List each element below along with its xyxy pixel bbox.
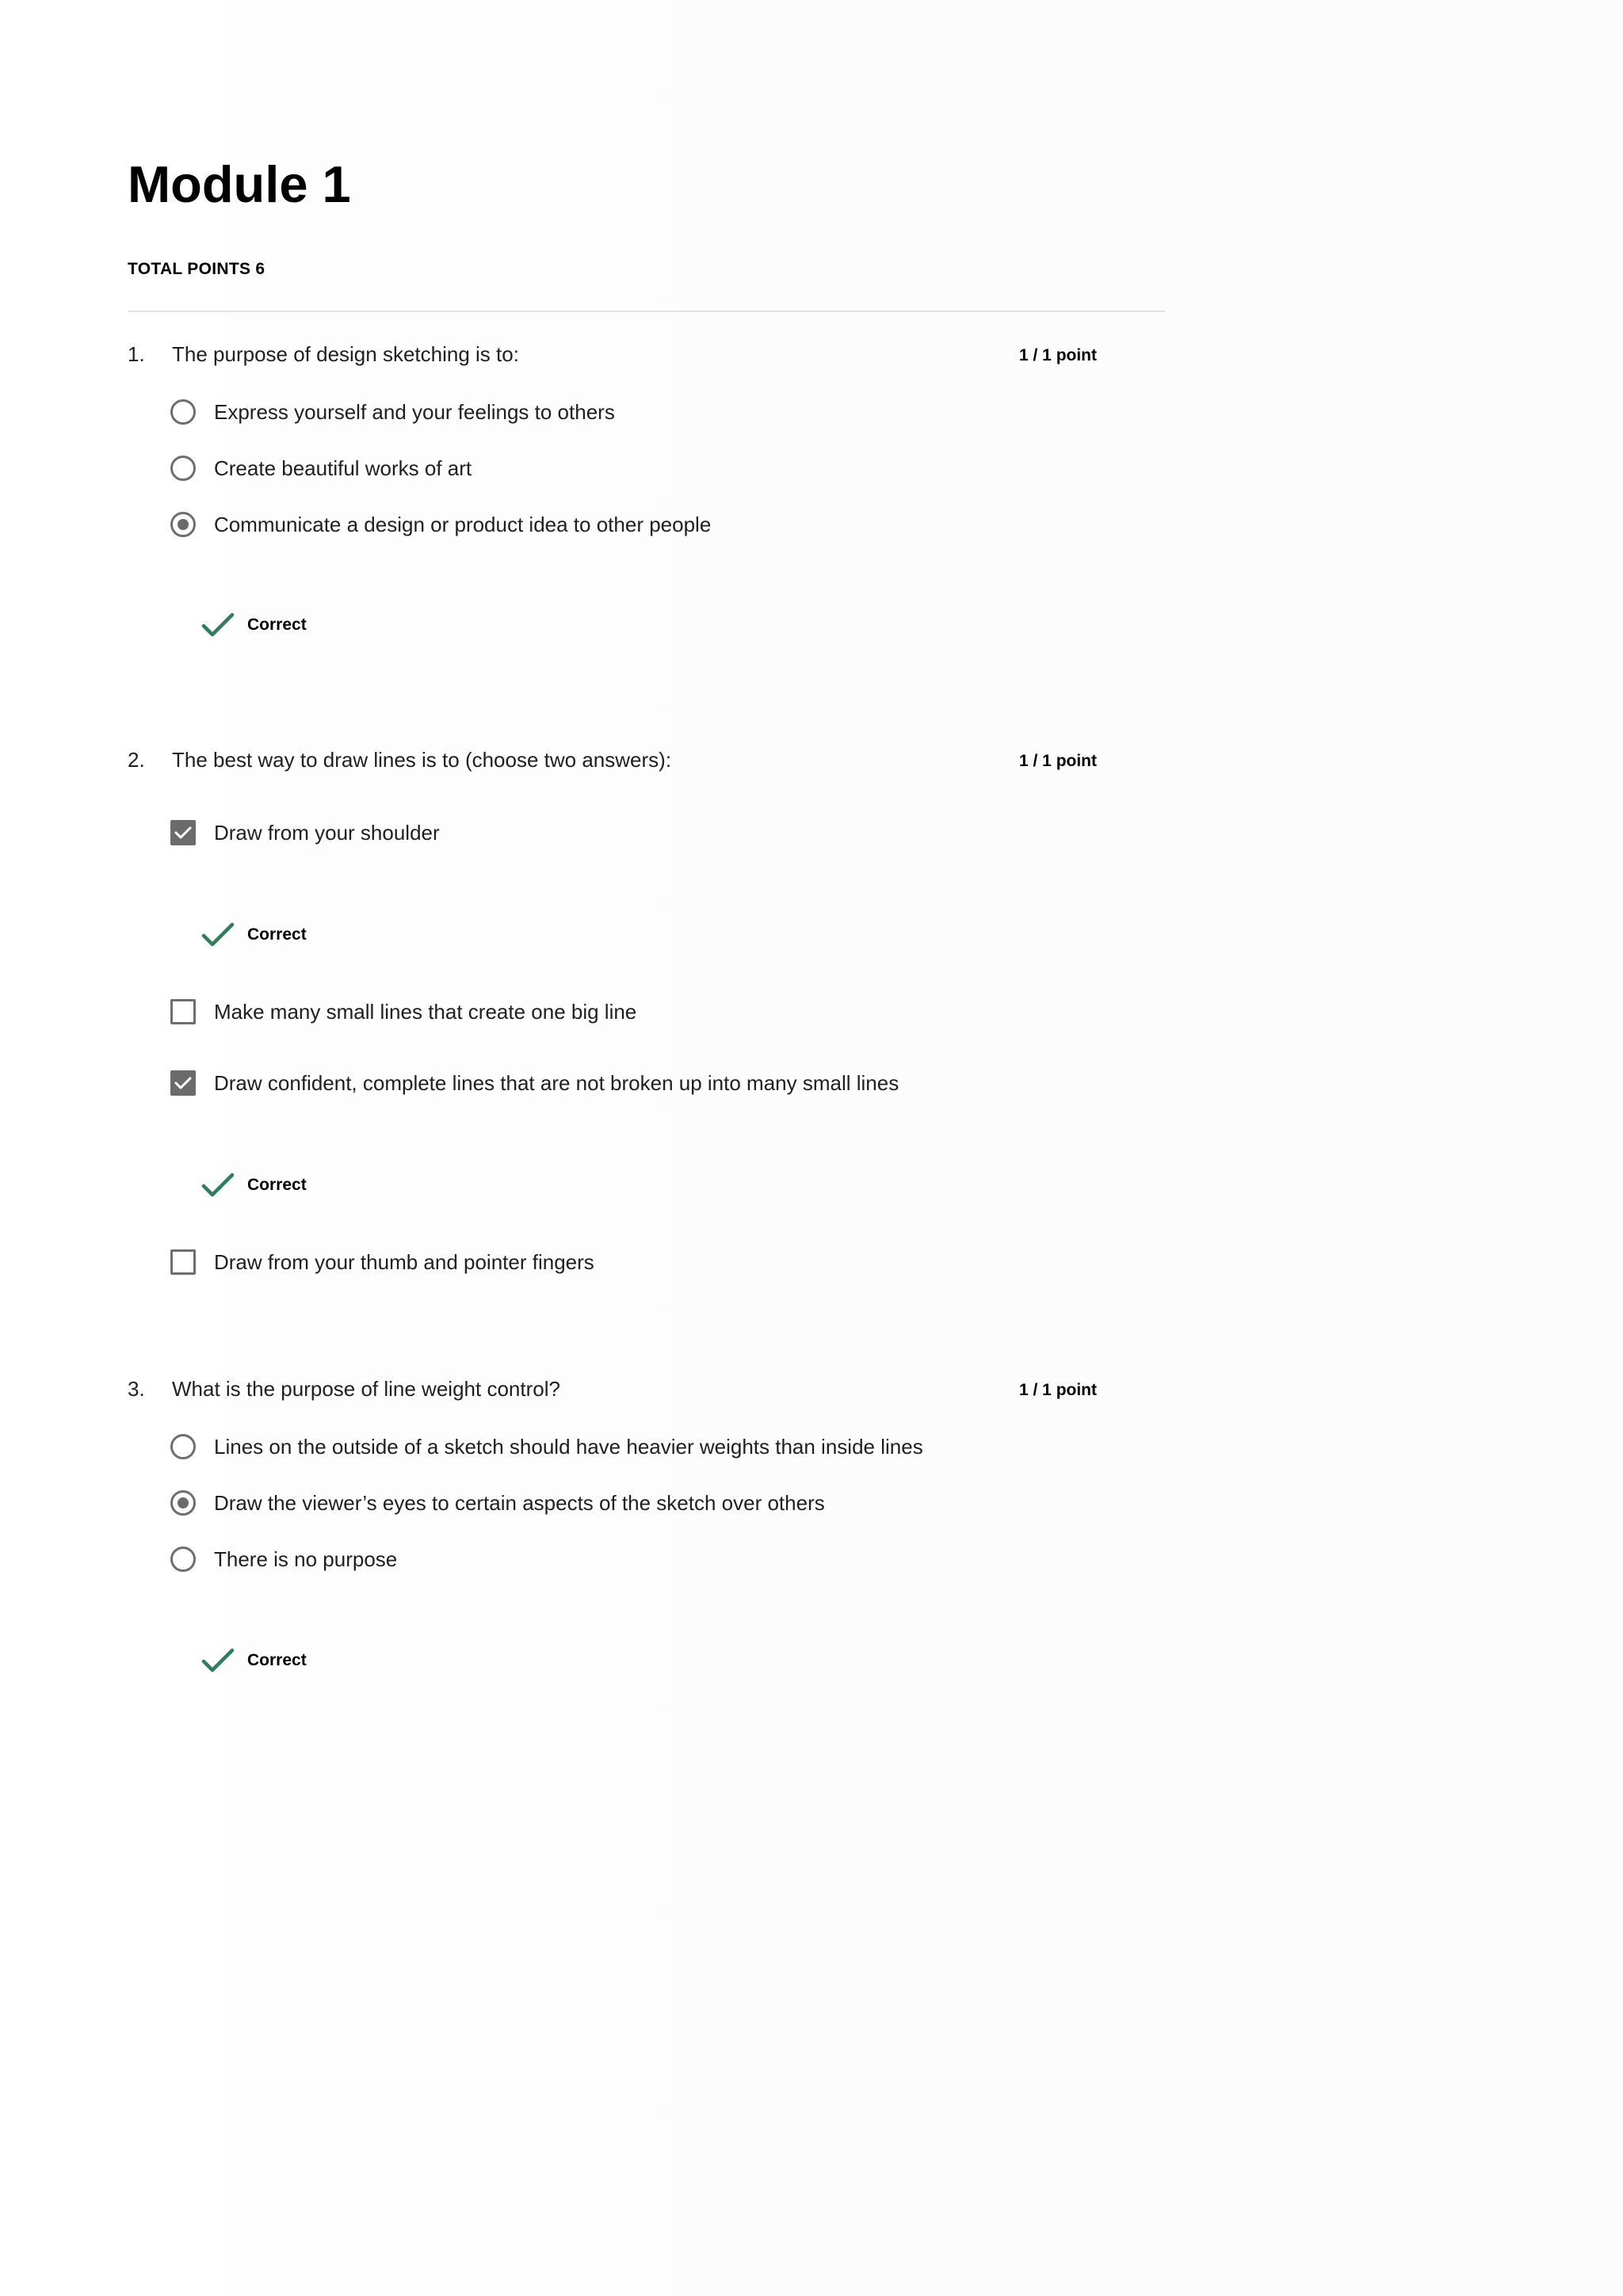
option-label: Lines on the outside of a sketch should have heavier weights than inside lines: [214, 1434, 923, 1459]
option-label: There is no purpose: [214, 1547, 398, 1571]
option-label: Communicate a design or product idea to other people: [214, 512, 712, 536]
correct-feedback: [201, 919, 307, 951]
question-points: 1 / 1 point: [1019, 346, 1098, 364]
radio-button-selected[interactable]: [170, 512, 196, 537]
option-label: Express yourself and your feelings to others: [214, 399, 615, 424]
question-text: The best way to draw lines is to (choose two answers):: [172, 748, 672, 772]
answer-option[interactable]: [170, 1067, 899, 1099]
check-icon: [201, 612, 235, 639]
radio-button[interactable]: [170, 1434, 196, 1459]
option-label: Make many small lines that create one big line: [214, 999, 637, 1024]
page-title: Module 1: [128, 155, 351, 213]
answer-option[interactable]: [170, 996, 636, 1028]
question-points: 1 / 1 point: [1019, 1381, 1098, 1399]
radio-button-selected[interactable]: [170, 1490, 196, 1516]
checkbox[interactable]: [170, 999, 196, 1024]
checkbox-checked[interactable]: [170, 820, 196, 845]
answer-option[interactable]: [170, 1487, 825, 1519]
feedback-label: Correct: [247, 925, 307, 944]
option-label: Draw from your shoulder: [214, 820, 440, 845]
answer-option[interactable]: [170, 817, 440, 849]
checkmark-icon: [174, 826, 192, 840]
option-label: Draw from your thumb and pointer fingers: [214, 1249, 594, 1274]
feedback-label: Correct: [247, 1176, 307, 1194]
answer-option[interactable]: [170, 1543, 397, 1575]
radio-button[interactable]: [170, 456, 196, 481]
divider: [128, 311, 1165, 312]
question-number: 2.: [128, 748, 145, 772]
total-points: TOTAL POINTS 6: [128, 260, 265, 278]
check-icon: [201, 921, 235, 948]
correct-feedback: [201, 609, 307, 641]
answer-option[interactable]: [170, 509, 711, 540]
answer-option[interactable]: [170, 452, 472, 484]
option-label: Create beautiful works of art: [214, 456, 472, 480]
option-label: Draw confident, complete lines that are not broken up into many small lines: [214, 1070, 899, 1095]
question-number: 1.: [128, 342, 145, 366]
answer-option[interactable]: [170, 1431, 923, 1463]
feedback-label: Correct: [247, 616, 307, 634]
answer-option[interactable]: [170, 396, 615, 428]
radio-button[interactable]: [170, 1547, 196, 1572]
question-number: 3.: [128, 1377, 145, 1401]
feedback-label: Correct: [247, 1651, 307, 1669]
radio-button[interactable]: [170, 399, 196, 425]
question-text: The purpose of design sketching is to:: [172, 342, 519, 366]
question-text: What is the purpose of line weight control?: [172, 1377, 560, 1401]
checkmark-icon: [174, 1076, 192, 1090]
correct-feedback: [201, 1169, 307, 1201]
checkbox-checked[interactable]: [170, 1070, 196, 1096]
correct-feedback: [201, 1645, 307, 1676]
check-icon: [201, 1172, 235, 1199]
question-points: 1 / 1 point: [1019, 752, 1098, 770]
check-icon: [201, 1647, 235, 1674]
option-label: Draw the viewer’s eyes to certain aspects of the sketch over others: [214, 1490, 825, 1515]
checkbox[interactable]: [170, 1249, 196, 1275]
answer-option[interactable]: [170, 1246, 594, 1278]
